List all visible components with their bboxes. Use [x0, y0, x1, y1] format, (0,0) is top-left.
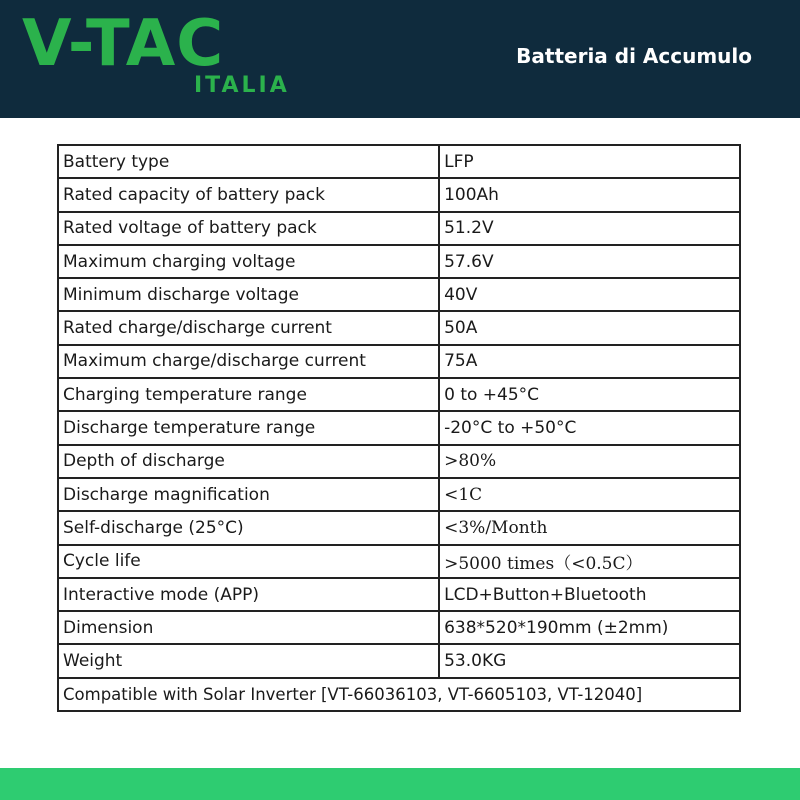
spec-label: Cycle life: [58, 545, 439, 578]
table-row: [58, 378, 740, 411]
table-row: [58, 178, 740, 211]
spec-label: Maximum charging voltage: [58, 245, 439, 278]
spec-value: 100Ah: [439, 178, 740, 211]
spec-label: Discharge magnification: [58, 478, 439, 511]
spec-value: >80%: [439, 445, 740, 478]
compatibility-row: Compatible with Solar Inverter [VT-66036103, VT-6605103, VT-12040]: [58, 678, 740, 711]
spec-value: 40V: [439, 278, 740, 311]
spec-value: 53.0KG: [439, 644, 740, 677]
table-row: [58, 611, 740, 644]
table-row: [58, 311, 740, 344]
spec-label: Self-discharge (25°C): [58, 511, 439, 544]
spec-label: Minimum discharge voltage: [58, 278, 439, 311]
table-row: [58, 578, 740, 611]
table-row: [58, 678, 740, 711]
spec-label: Rated voltage of battery pack: [58, 212, 439, 245]
table-row: [58, 445, 740, 478]
spec-label: Dimension: [58, 611, 439, 644]
table-row: [58, 644, 740, 677]
table-row: [58, 545, 740, 578]
table-row: [58, 245, 740, 278]
header-banner: [0, 0, 800, 118]
spec-value: LCD+Button+Bluetooth: [439, 578, 740, 611]
spec-value: <1C: [439, 478, 740, 511]
spec-label: Rated charge/discharge current: [58, 311, 439, 344]
page-title: Batteria di Accumulo: [516, 44, 752, 68]
brand-logo-subtext: ITALIA: [194, 73, 290, 98]
spec-label: Weight: [58, 644, 439, 677]
spec-value: <3%/Month: [439, 511, 740, 544]
spec-value: 0 to +45°C: [439, 378, 740, 411]
spec-label: Rated capacity of battery pack: [58, 178, 439, 211]
spec-value: 638*520*190mm (±2mm): [439, 611, 740, 644]
brand-logo-text: V-TAC: [22, 7, 225, 81]
table-row: [58, 345, 740, 378]
table-row: [58, 411, 740, 444]
spec-value: 57.6V: [439, 245, 740, 278]
spec-value: 75A: [439, 345, 740, 378]
spec-label: Depth of discharge: [58, 445, 439, 478]
spec-label: Charging temperature range: [58, 378, 439, 411]
spec-value: 50A: [439, 311, 740, 344]
spec-value: -20°C to +50°C: [439, 411, 740, 444]
spec-value: LFP: [439, 145, 740, 178]
spec-table: [57, 144, 741, 712]
table-row: [58, 278, 740, 311]
spec-label: Discharge temperature range: [58, 411, 439, 444]
spec-value: >5000 times（<0.5C）: [439, 545, 740, 578]
table-row: [58, 145, 740, 178]
spec-value: 51.2V: [439, 212, 740, 245]
spec-label: Interactive mode (APP): [58, 578, 439, 611]
table-row: [58, 511, 740, 544]
spec-label: Maximum charge/discharge current: [58, 345, 439, 378]
spec-label: Battery type: [58, 145, 439, 178]
footer-bar: [0, 768, 800, 800]
table-row: [58, 212, 740, 245]
table-row: [58, 478, 740, 511]
